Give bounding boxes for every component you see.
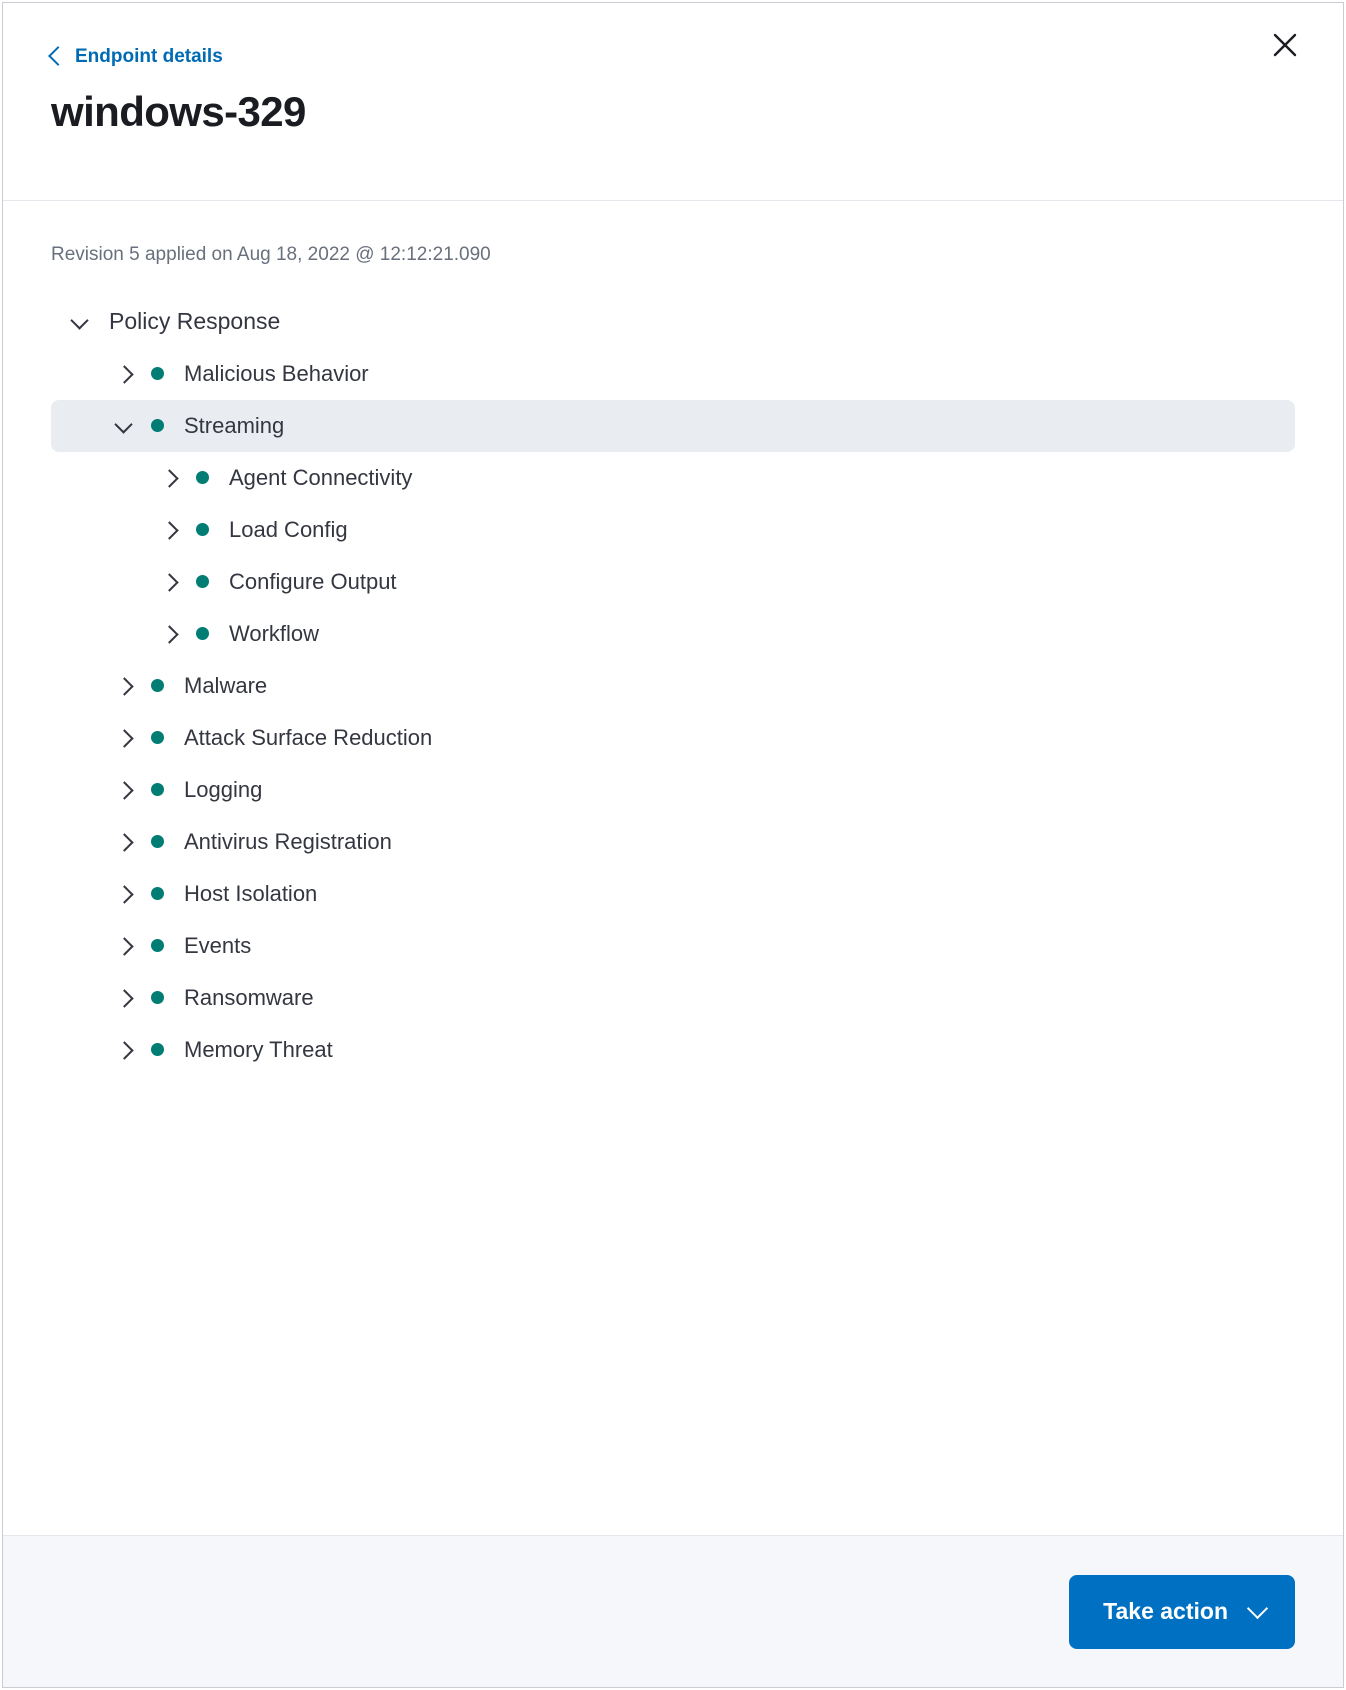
status-badge bbox=[151, 679, 164, 692]
chevron-right-icon[interactable] bbox=[113, 361, 139, 387]
tree-row-label: Memory Threat bbox=[184, 1036, 333, 1062]
tree-row-malicious-behavior[interactable] bbox=[51, 348, 1295, 400]
chevron-right-icon[interactable] bbox=[158, 465, 184, 491]
tree-row-logging[interactable] bbox=[51, 764, 1295, 816]
tree-row-label: Streaming bbox=[184, 412, 285, 438]
tree-row-host-isolation[interactable] bbox=[51, 868, 1295, 920]
status-badge bbox=[151, 367, 164, 380]
chevron-right-icon[interactable] bbox=[158, 621, 184, 647]
chevron-right-icon[interactable] bbox=[158, 569, 184, 595]
flyout-header bbox=[3, 3, 1343, 201]
status-badge bbox=[151, 731, 164, 744]
status-badge bbox=[196, 471, 209, 484]
status-badge bbox=[151, 419, 164, 432]
tree-row-memory-threat[interactable] bbox=[51, 1024, 1295, 1076]
status-badge bbox=[151, 939, 164, 952]
take-action-label: Take action bbox=[1103, 1598, 1228, 1624]
chevron-left-icon bbox=[48, 46, 68, 66]
tree-row-label: Antivirus Registration bbox=[184, 828, 392, 854]
back-link-label: Endpoint details bbox=[75, 46, 223, 67]
tree-row-load-config[interactable] bbox=[51, 504, 1295, 556]
tree-row-attack-surface-reduction[interactable] bbox=[51, 712, 1295, 764]
tree-row-events[interactable] bbox=[51, 920, 1295, 972]
tree-row-label: Host Isolation bbox=[184, 880, 318, 906]
revision-applied-text: Revision 5 applied on Aug 18, 2022 @ 12:12:21.090 bbox=[51, 244, 491, 265]
status-badge bbox=[151, 835, 164, 848]
tree-row-label: Workflow bbox=[229, 620, 320, 646]
tree-row-agent-connectivity[interactable] bbox=[51, 452, 1295, 504]
status-badge bbox=[151, 887, 164, 900]
close-button[interactable] bbox=[1263, 23, 1307, 67]
chevron-right-icon[interactable] bbox=[113, 725, 139, 751]
page-title: windows-329 bbox=[51, 88, 306, 135]
chevron-right-icon[interactable] bbox=[113, 933, 139, 959]
tree-row-malware[interactable] bbox=[51, 660, 1295, 712]
tree-row-label: Logging bbox=[184, 776, 263, 802]
tree-row-label: Events bbox=[184, 932, 252, 958]
tree-row-policy-response[interactable] bbox=[51, 296, 1295, 348]
chevron-right-icon[interactable] bbox=[113, 985, 139, 1011]
tree-row-label: Load Config bbox=[229, 516, 348, 542]
status-badge bbox=[196, 523, 209, 536]
endpoint-policy-response-flyout bbox=[2, 2, 1344, 1688]
flyout-footer bbox=[3, 1535, 1343, 1687]
tree-row-label: Agent Connectivity bbox=[229, 464, 413, 490]
chevron-right-icon[interactable] bbox=[113, 829, 139, 855]
chevron-down-icon bbox=[1247, 1598, 1268, 1619]
status-badge bbox=[196, 627, 209, 640]
chevron-right-icon[interactable] bbox=[113, 777, 139, 803]
tree-row-label: Ransomware bbox=[184, 984, 314, 1010]
tree-row-label: Configure Output bbox=[229, 568, 397, 594]
chevron-right-icon[interactable] bbox=[158, 517, 184, 543]
tree-row-antivirus-registration[interactable] bbox=[51, 816, 1295, 868]
chevron-right-icon[interactable] bbox=[113, 1037, 139, 1063]
tree-row-workflow[interactable] bbox=[51, 608, 1295, 660]
tree-row-label: Policy Response bbox=[109, 308, 281, 335]
chevron-down-icon[interactable] bbox=[113, 413, 139, 439]
chevron-right-icon[interactable] bbox=[113, 673, 139, 699]
chevron-down-icon[interactable] bbox=[69, 309, 95, 335]
status-badge bbox=[151, 783, 164, 796]
tree-row-configure-output[interactable] bbox=[51, 556, 1295, 608]
tree-row-label: Malware bbox=[184, 672, 268, 698]
take-action-button[interactable] bbox=[1069, 1575, 1295, 1649]
policy-response-tree bbox=[51, 296, 1295, 1076]
close-icon bbox=[1272, 32, 1298, 58]
tree-row-label: Malicious Behavior bbox=[184, 360, 369, 386]
tree-row-label: Attack Surface Reduction bbox=[184, 724, 433, 750]
status-badge bbox=[151, 991, 164, 1004]
tree-row-ransomware[interactable] bbox=[51, 972, 1295, 1024]
back-to-endpoint-details-link[interactable] bbox=[51, 47, 223, 66]
chevron-right-icon[interactable] bbox=[113, 881, 139, 907]
tree-row-streaming[interactable] bbox=[51, 400, 1295, 452]
flyout-body bbox=[3, 201, 1343, 1535]
status-badge bbox=[151, 1043, 164, 1056]
status-badge bbox=[196, 575, 209, 588]
